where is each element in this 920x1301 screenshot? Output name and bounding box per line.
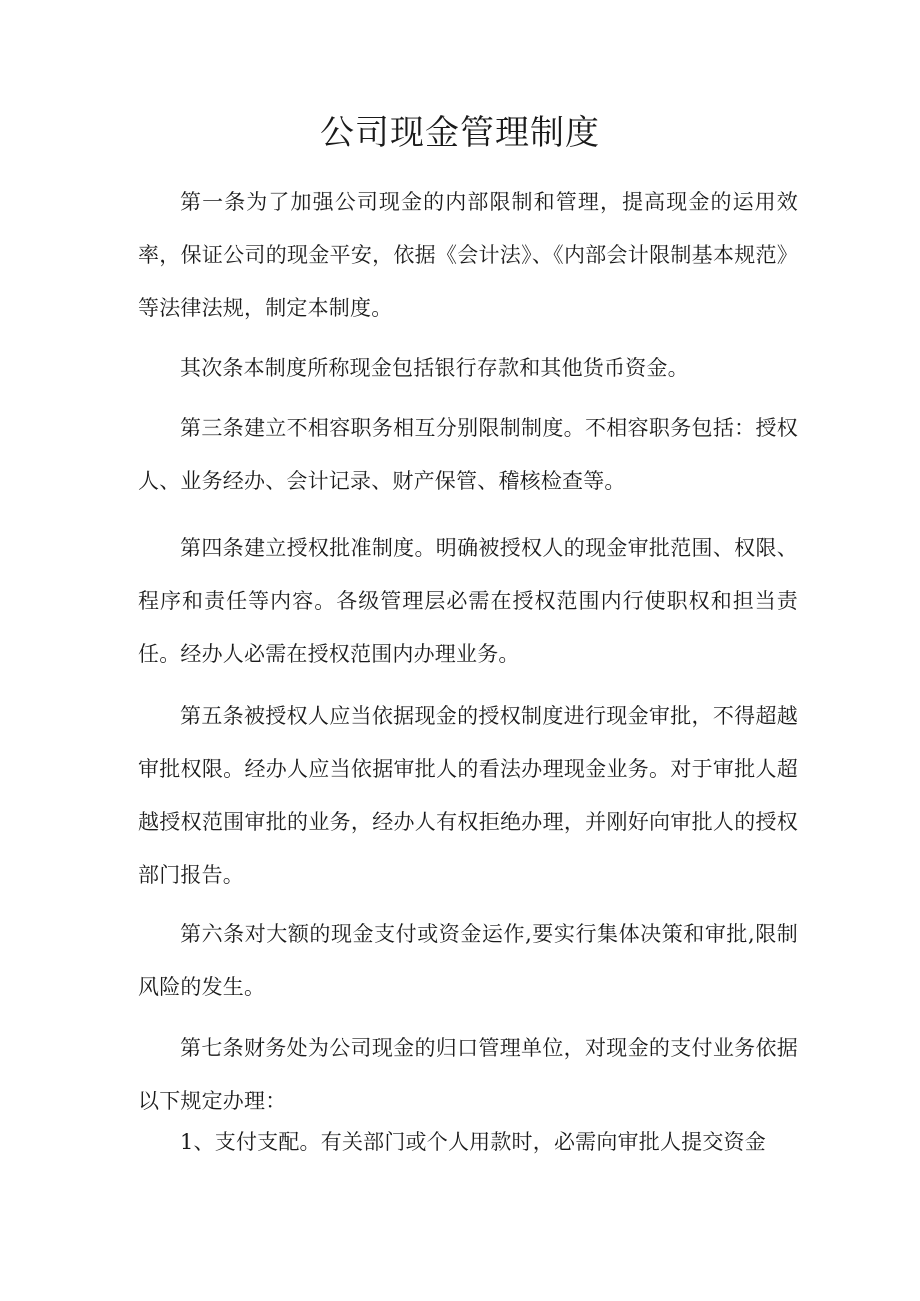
article-1-paragraph: 第一条为了加强公司现金的内部限制和管理，提高现金的运用效率，保证公司的现金平安，依据《会计法》、《内部会计限制基本规范》等法律法规，制定本制度。 [138,190,798,320]
article-5-paragraph: 第五条被授权人应当依据现金的授权制度进行现金审批，不得超越审批权限。经办人应当依据审批人的看法办理现金业务。对于审批人超越授权范围审批的业务，经办人有权拒绝办理，并刚好向审批人的授权部门报告。 [138,704,798,887]
article-4-paragraph: 第四条建立授权批准制度。明确被授权人的现金审批范围、权限、程序和责任等内容。各级管理层必需在授权范围内行使职权和担当责任。经办人必需在授权范围内办理业务。 [138,536,798,666]
article-6-paragraph: 第六条对大额的现金支付或资金运作,要实行集体决策和审批,限制风险的发生。 [138,922,798,999]
article-7-paragraph: 第七条财务处为公司现金的归口管理单位，对现金的支付业务依据以下规定办理： [138,1036,798,1113]
document-title: 公司现金管理制度 [320,113,600,153]
list-item-1-paragraph: 1、支付支配。有关部门或个人用款时，必需向审批人提交资金 [180,1130,766,1154]
article-3-paragraph: 第三条建立不相容职务相互分别限制制度。不相容职务包括：授权人、业务经办、会计记录、财产保管、稽核检查等。 [138,416,798,493]
article-2-paragraph: 其次条本制度所称现金包括银行存款和其他货币资金。 [180,356,689,380]
